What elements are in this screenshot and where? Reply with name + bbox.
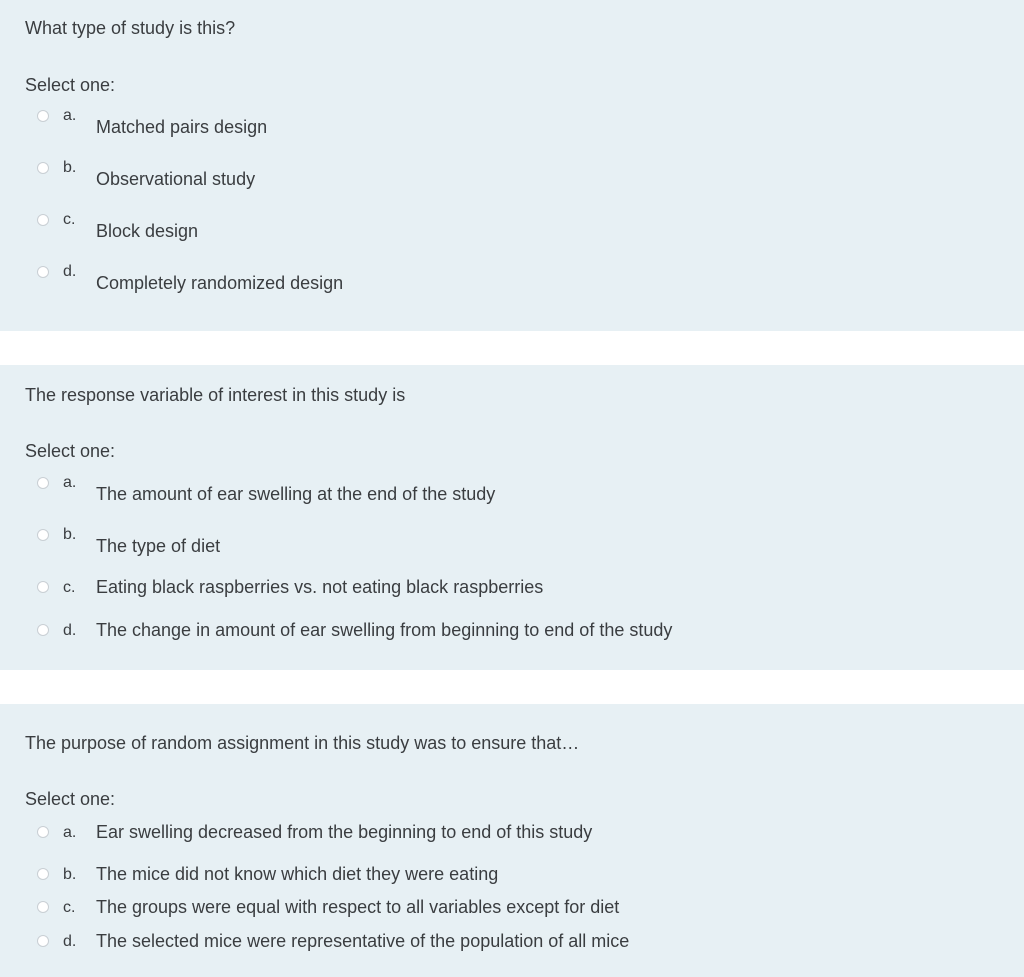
question-1-select-prompt: Select one:: [25, 75, 116, 95]
question-3-text: The purpose of random assignment in this study was to ensure that…: [25, 733, 580, 753]
option-letter: c.: [63, 899, 76, 916]
question-3-select-prompt: Select one:: [25, 789, 116, 809]
option-letter: b.: [63, 866, 77, 883]
option-label[interactable]: Ear swelling decreased from the beginning to end of this study: [96, 822, 593, 842]
option-letter: c.: [63, 579, 76, 596]
radio-button-icon[interactable]: [37, 826, 49, 838]
question-2-text: The response variable of interest in this study is: [25, 385, 406, 405]
option-letter: d.: [63, 263, 77, 280]
radio-button-icon[interactable]: [37, 624, 49, 636]
question-3-card: [0, 704, 1024, 977]
radio-button-icon[interactable]: [37, 266, 49, 278]
option-label[interactable]: Eating black raspberries vs. not eating black raspberries: [96, 577, 544, 597]
radio-button-icon[interactable]: [37, 935, 49, 947]
radio-button-icon[interactable]: [37, 110, 49, 122]
radio-button-icon[interactable]: [37, 214, 49, 226]
option-label[interactable]: The mice did not know which diet they were eating: [96, 864, 499, 884]
option-label[interactable]: The change in amount of ear swelling from beginning to end of the study: [96, 620, 673, 640]
option-letter: b.: [63, 526, 77, 543]
question-1-card: [0, 0, 1024, 331]
option-letter: a.: [63, 107, 77, 124]
question-2-select-prompt: Select one:: [25, 441, 116, 461]
option-letter: a.: [63, 474, 77, 491]
option-label[interactable]: Block design: [96, 221, 199, 241]
option-letter: d.: [63, 933, 77, 950]
option-label[interactable]: Observational study: [96, 169, 256, 189]
option-letter: b.: [63, 159, 77, 176]
option-label[interactable]: The amount of ear swelling at the end of the study: [96, 484, 496, 504]
question-2-card: [0, 365, 1024, 670]
option-letter: d.: [63, 622, 77, 639]
radio-button-icon[interactable]: [37, 162, 49, 174]
radio-button-icon[interactable]: [37, 581, 49, 593]
radio-button-icon[interactable]: [37, 477, 49, 489]
radio-button-icon[interactable]: [37, 529, 49, 541]
radio-button-icon[interactable]: [37, 901, 49, 913]
option-label[interactable]: Matched pairs design: [96, 117, 268, 137]
option-letter: a.: [63, 824, 77, 841]
option-letter: c.: [63, 211, 76, 228]
option-label[interactable]: The selected mice were representative of the population of all mice: [96, 931, 630, 951]
option-label[interactable]: Completely randomized design: [96, 273, 344, 293]
radio-button-icon[interactable]: [37, 868, 49, 880]
option-label[interactable]: The groups were equal with respect to all variables except for diet: [96, 897, 620, 917]
option-label[interactable]: The type of diet: [96, 536, 221, 556]
question-1-text: What type of study is this?: [25, 18, 236, 38]
